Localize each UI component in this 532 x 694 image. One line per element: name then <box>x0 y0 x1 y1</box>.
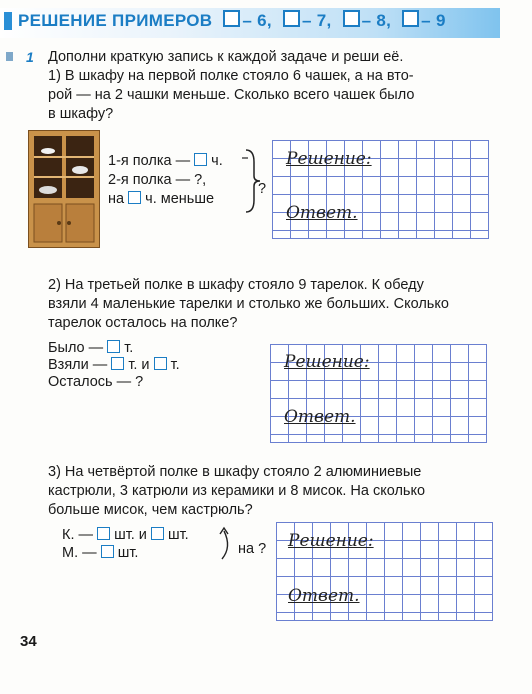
header-item-3: – 8, <box>361 11 392 30</box>
page-number: 34 <box>20 633 37 650</box>
p1-answer-label: Ответ. <box>286 203 358 223</box>
p1-note-1 <box>108 152 223 171</box>
p3-note-2 <box>62 544 138 563</box>
cupboard-illustration <box>28 130 100 248</box>
answer-box[interactable] <box>194 153 207 166</box>
p3-solution-label: Решение: <box>288 531 374 551</box>
p2-note-2-mid: т. и <box>128 357 150 373</box>
p1-line-3: в шкафу? <box>48 106 114 122</box>
p1-note-3-suffix: ч. меньше <box>145 191 215 207</box>
p3-line-3: больше мисок, чем кастрюль? <box>48 502 253 518</box>
p1-line-1: 1) В шкафу на первой полке стояло 6 чашек, а на вто- <box>48 68 414 84</box>
p3-note-1-unit: шт. <box>167 527 189 543</box>
header-accent-bar <box>4 12 12 30</box>
p1-note-1-unit: ч. <box>211 153 223 169</box>
p3-note-2-unit: шт. <box>117 545 139 561</box>
task-bullet-icon <box>6 52 13 61</box>
header-item-4: – 9 <box>421 11 446 30</box>
p3-question: на ? <box>238 541 267 557</box>
p1-note-1-label: 1-я полка — <box>108 153 191 169</box>
blank-box <box>402 10 419 27</box>
answer-box[interactable] <box>97 527 110 540</box>
p2-note-1-unit: т. <box>124 340 134 356</box>
p1-line-2: рой — на 2 чашки меньше. Сколько всего чашек было <box>48 87 415 103</box>
blank-box <box>283 10 300 27</box>
task-number: 1 <box>26 49 34 65</box>
p2-answer-label: Ответ. <box>284 407 356 427</box>
p1-note-3 <box>108 190 214 209</box>
answer-box[interactable] <box>154 357 167 370</box>
p2-note-2-unit: т. <box>170 357 180 373</box>
p3-note-2-label: М. — <box>62 545 97 561</box>
p3-note-1-mid: шт. и <box>114 527 147 543</box>
p2-line-3: тарелок осталось на полке? <box>48 315 238 331</box>
answer-box[interactable] <box>101 545 114 558</box>
p3-answer-label: Ответ. <box>288 586 360 606</box>
answer-box[interactable] <box>111 357 124 370</box>
p3-note-1-label: К. — <box>62 527 94 543</box>
p1-note-2: 2-я полка — ?, <box>108 172 207 188</box>
task-intro: Дополни краткую запись к каждой задаче и реши её. <box>48 49 404 65</box>
header-item-2: – 7, <box>301 11 332 30</box>
p1-note-3-prefix: на <box>108 191 125 207</box>
answer-box[interactable] <box>107 340 120 353</box>
blank-box <box>343 10 360 27</box>
p1-solution-label: Решение: <box>286 149 372 169</box>
p2-note-2-label: Взяли — <box>48 357 108 373</box>
answer-box[interactable] <box>151 527 164 540</box>
p1-question: ? <box>258 181 267 197</box>
p2-line-1: 2) На третьей полке в шкафу стояло 9 тарелок. К обеду <box>48 277 424 293</box>
section-title-text: РЕШЕНИЕ ПРИМЕРОВ <box>18 11 213 30</box>
p3-line-1: 3) На четвёртой полке в шкафу стояло 2 алюминиевые <box>48 464 422 480</box>
p2-note-3: Осталось — ? <box>48 374 144 390</box>
p2-solution-label: Решение: <box>284 352 370 372</box>
p3-note-1 <box>62 526 189 545</box>
p2-line-2: взяли 4 маленькие тарелки и столько же больших. Сколько <box>48 296 449 312</box>
blank-box <box>223 10 240 27</box>
section-title <box>18 10 446 31</box>
answer-box[interactable] <box>128 191 141 204</box>
p3-line-2: кастрюли, 3 катрюли из керамики и 8 мисок. На сколько <box>48 483 426 499</box>
curved-arrow-icon <box>218 525 236 561</box>
header-item-1: – 6, <box>242 11 272 30</box>
p2-note-1-label: Было — <box>48 340 104 356</box>
